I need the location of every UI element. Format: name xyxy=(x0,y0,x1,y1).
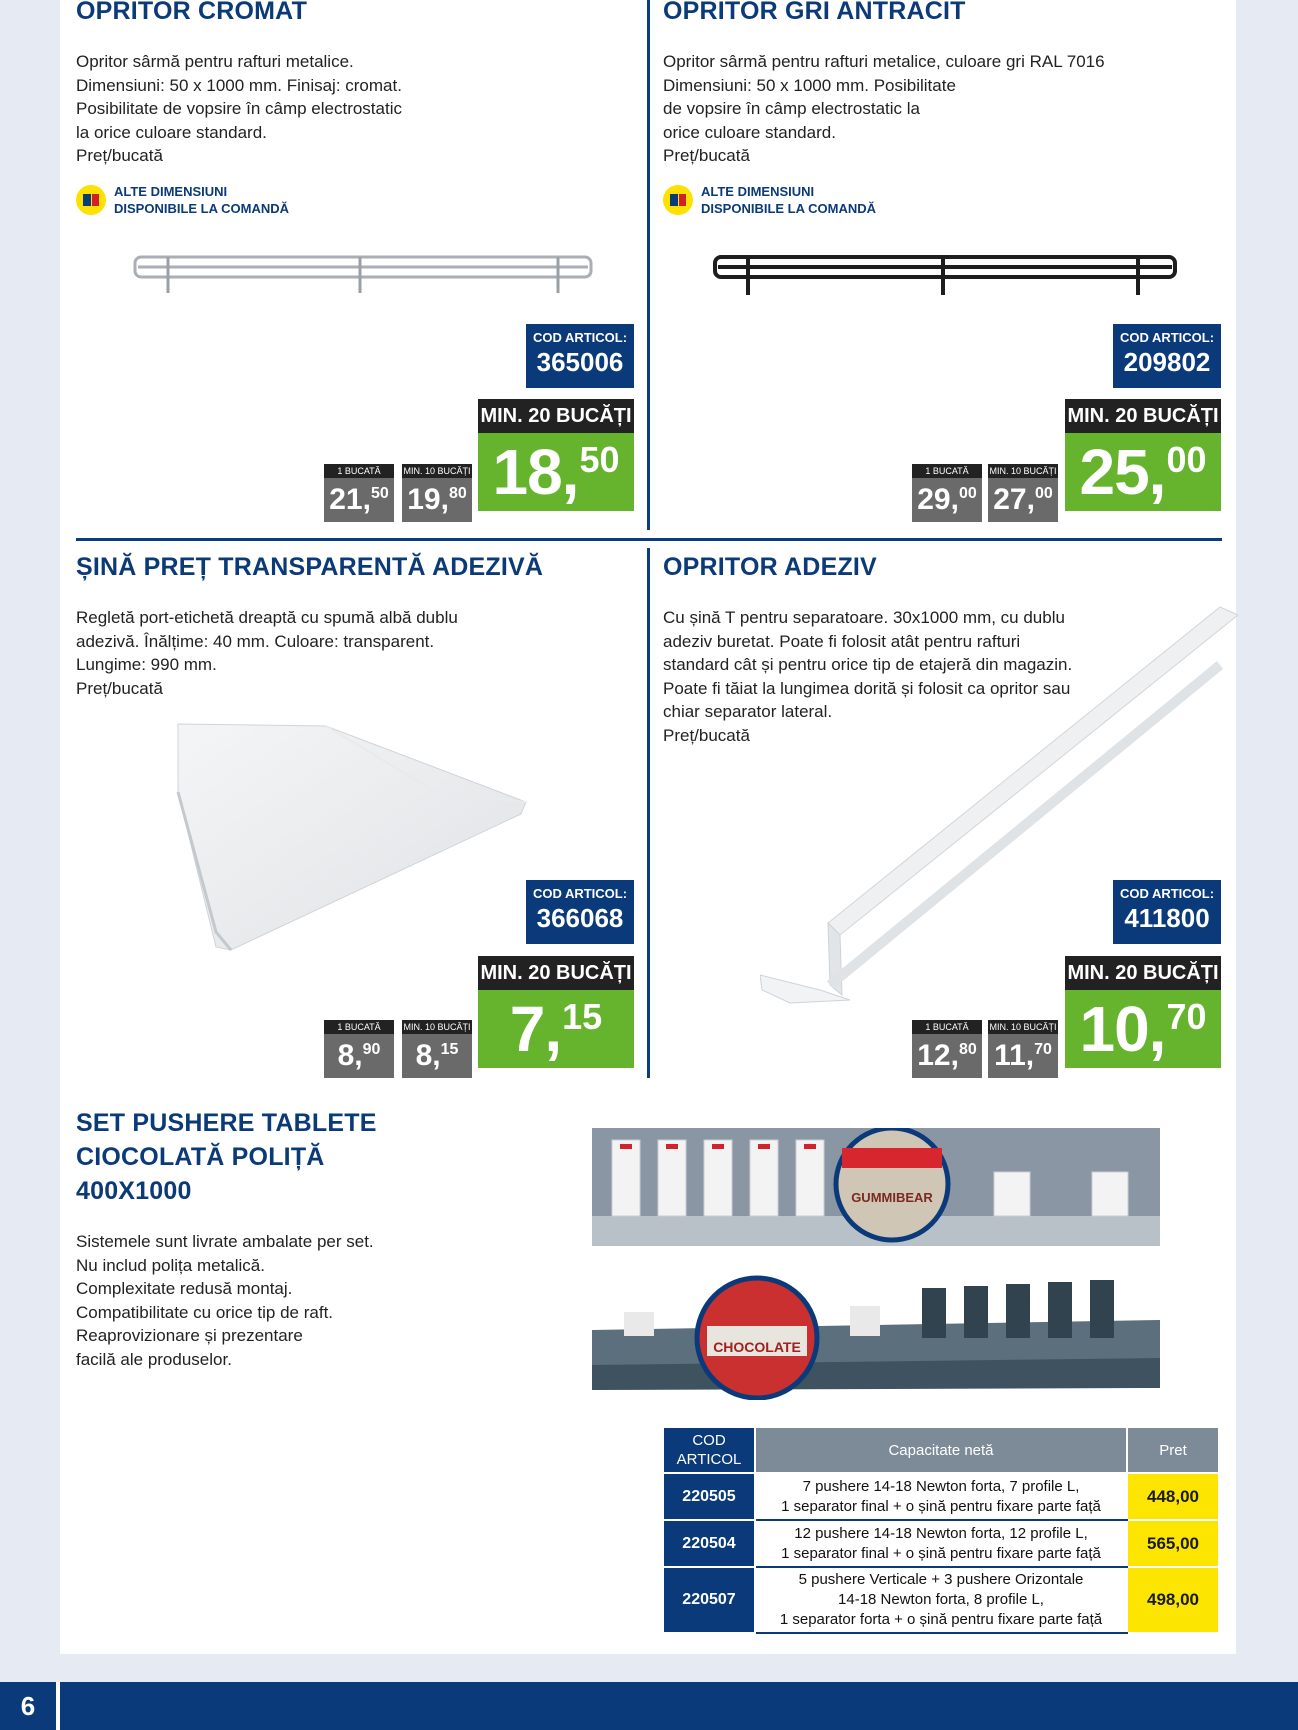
product-description: Regletă port-etichetă dreaptă cu spumă albă dublu adezivă. Înălțime: 40 mm. Culoare: transparent. Lungime: 990 mm. Preț/bucată xyxy=(76,608,458,698)
price-10-pieces: MIN. 10 BUCĂȚI 19 , 80 xyxy=(402,464,472,522)
chrome-wire-stopper-image xyxy=(128,245,598,305)
price-10-decimals: 15 xyxy=(440,1041,459,1058)
article-code: 366068 xyxy=(536,903,624,933)
adhesive-stopper-image xyxy=(760,605,1240,1005)
price-integer: 10 xyxy=(1079,993,1149,1065)
price-1-decimals: 80 xyxy=(958,1041,977,1058)
min-quantity-label: MIN. 20 BUCĂȚI xyxy=(478,956,634,990)
row-price: 448,00 xyxy=(1127,1473,1219,1520)
article-code-box xyxy=(1113,880,1221,944)
price-1-piece: 1 BUCATĂ 12 , 80 xyxy=(912,1020,982,1078)
article-code-label: COD ARTICOL: xyxy=(1119,330,1215,345)
price-10-label: MIN. 10 BUCĂȚI xyxy=(989,466,1057,476)
row-description: 7 pushere 14-18 Newton forta, 7 profile L, 1 separator final + o șină pentru fixare parte față xyxy=(755,1473,1127,1520)
price-1-decimals: 00 xyxy=(958,485,977,502)
price-10-label: MIN. 10 BUCĂȚI xyxy=(403,466,471,476)
vertical-divider-middle xyxy=(647,548,650,1078)
price-10-integer: 27 xyxy=(993,483,1027,516)
row-code: 220505 xyxy=(663,1473,755,1520)
row-description: 5 pushere Verticale + 3 pushere Orizontale 14-18 Newton forta, 8 profile L, 1 separator forta + o șină pentru fixare parte față xyxy=(755,1567,1127,1633)
set-title-line-1: SET PUSHERE TABLETE xyxy=(76,1109,377,1137)
product-description: Cu șină T pentru separatoare. 30x1000 mm, cu dublu adeziv buretat. Poate fi folosit atât pentru rafturi standard cât și pentru orice tip de etajeră din magazin. Poate fi tăiat la lungimea dorită și folosit ca opritor sau chiar separator lateral. Preț/bucată xyxy=(663,608,1073,745)
page-number: 6 xyxy=(0,1682,60,1730)
price-10-pieces: MIN. 10 BUCĂȚI 11 , 70 xyxy=(988,1020,1058,1078)
price-integer: 7 xyxy=(509,993,545,1065)
article-code: 209802 xyxy=(1123,347,1211,377)
article-code-label: COD ARTICOL: xyxy=(532,886,628,901)
price-min-20: 10 , 70 xyxy=(1065,990,1221,1068)
article-code: 365006 xyxy=(536,347,624,377)
min-quantity-label: MIN. 20 BUCĂȚI xyxy=(478,399,634,433)
price-10-pieces: MIN. 10 BUCĂȚI 27 , 00 xyxy=(988,464,1058,522)
row-code: 220504 xyxy=(663,1520,755,1567)
price-1-integer: 21 xyxy=(329,483,363,516)
price-1-integer: 12 xyxy=(917,1039,951,1072)
article-code-label: COD ARTICOL: xyxy=(1119,886,1215,901)
product-title: OPRITOR ADEZIV xyxy=(663,553,877,581)
horizontal-divider xyxy=(76,538,1222,541)
price-decimals: 50 xyxy=(579,439,620,480)
price-10-integer: 19 xyxy=(407,483,441,516)
price-10-pieces: MIN. 10 BUCĂȚI 8 , 15 xyxy=(402,1020,472,1078)
table-row xyxy=(663,1567,1219,1633)
product-title: ȘINĂ PREȚ TRANSPARENTĂ ADEZIVĂ xyxy=(76,553,544,581)
header-cod-articol: COD ARTICOL xyxy=(663,1427,755,1473)
price-integer: 25 xyxy=(1079,436,1149,508)
price-10-decimals: 80 xyxy=(448,485,467,502)
brand-logo-icon xyxy=(76,185,106,215)
product-title: OPRITOR CROMAT xyxy=(76,0,308,25)
chocolate-label: CHOCOLATE xyxy=(713,1339,801,1355)
article-code-label: COD ARTICOL: xyxy=(532,330,628,345)
product-description: Opritor sârmă pentru rafturi metalice, culoare gri RAL 7016 Dimensiuni: 50 x 1000 mm. Posibilitate de vopsire în câmp electrostatic la orice culoare standard. Preț/bucată xyxy=(663,52,1105,165)
price-1-piece: 1 BUCATĂ 29 , 00 xyxy=(912,464,982,522)
price-10-integer: 11 xyxy=(994,1039,1026,1072)
set-title-line-3: 400X1000 xyxy=(76,1177,192,1205)
price-decimals: 15 xyxy=(562,996,603,1037)
price-min-20: 25 , 00 xyxy=(1065,433,1221,511)
price-1-piece: 1 BUCATĂ 8 , 90 xyxy=(324,1020,394,1078)
article-code-box xyxy=(1113,324,1221,388)
min-quantity-label: MIN. 20 BUCĂȚI xyxy=(1065,399,1221,433)
article-code-box xyxy=(526,880,634,944)
price-1-integer: 8 xyxy=(337,1039,355,1072)
brand-logo-icon xyxy=(663,185,693,215)
price-1-label: 1 BUCATĂ xyxy=(324,464,394,478)
alt-dimensions-text: ALTE DIMENSIUNI DISPONIBILE LA COMANDĂ xyxy=(701,184,877,216)
footer-bar xyxy=(0,1682,1298,1730)
alt-dimensions-note xyxy=(663,183,876,217)
row-code: 220507 xyxy=(663,1567,755,1633)
set-description: Sistemele sunt livrate ambalate per set. Nu includ polița metalică. Complexitate redusă montaj. Compatibilitate cu orice tip de raft. Reaprovizionare și prezentare facilă ale produselor. xyxy=(76,1232,374,1369)
price-1-label: 1 BUCATĂ xyxy=(912,1020,982,1034)
price-10-label: MIN. 10 BUCĂȚI xyxy=(989,1022,1057,1032)
price-decimals: 00 xyxy=(1166,439,1207,480)
gummibear-label: GUMMIBEAR xyxy=(851,1190,933,1205)
article-code-box xyxy=(526,324,634,388)
set-price-table xyxy=(662,1426,1220,1634)
table-row xyxy=(663,1520,1219,1567)
price-1-integer: 29 xyxy=(917,483,951,516)
product-description: Opritor sârmă pentru rafturi metalice. Dimensiuni: 50 x 1000 mm. Finisaj: cromat. Posibilitate de vopsire în câmp electrostatic la orice culoare standard. Preț/bucată xyxy=(76,52,402,165)
price-10-label: MIN. 10 BUCĂȚI xyxy=(403,1022,471,1032)
product-title: OPRITOR GRI ANTRACIT xyxy=(663,0,966,25)
price-min-20: 18 , 50 xyxy=(478,433,634,511)
pusher-shelf-photo-1 xyxy=(592,1128,1160,1246)
row-price: 565,00 xyxy=(1127,1520,1219,1567)
price-10-integer: 8 xyxy=(415,1039,433,1072)
header-capacitate: Capacitate netă xyxy=(755,1427,1127,1473)
price-min-20: 7 , 15 xyxy=(478,990,634,1068)
set-title-line-2: CIOCOLATĂ POLIȚĂ xyxy=(76,1143,325,1171)
table-row xyxy=(663,1473,1219,1520)
price-1-label: 1 BUCATĂ xyxy=(324,1020,394,1034)
row-price: 498,00 xyxy=(1127,1567,1219,1633)
header-pret: Pret xyxy=(1127,1427,1219,1473)
anthracite-wire-stopper-image xyxy=(710,245,1180,305)
price-1-decimals: 90 xyxy=(362,1041,381,1058)
price-decimals: 70 xyxy=(1166,996,1207,1037)
price-10-decimals: 70 xyxy=(1034,1041,1052,1058)
price-1-label: 1 BUCATĂ xyxy=(912,464,982,478)
transparent-price-rail-image xyxy=(176,722,536,952)
row-description: 12 pushere 14-18 Newton forta, 12 profile L, 1 separator final + o șină pentru fixare parte față xyxy=(755,1520,1127,1567)
min-quantity-label: MIN. 20 BUCĂȚI xyxy=(1065,956,1221,990)
alt-dimensions-text: ALTE DIMENSIUNI DISPONIBILE LA COMANDĂ xyxy=(114,184,290,216)
price-integer: 18 xyxy=(492,436,562,508)
alt-dimensions-note xyxy=(76,183,289,217)
vertical-divider-top xyxy=(647,0,650,530)
price-10-decimals: 00 xyxy=(1034,485,1053,502)
article-code: 411800 xyxy=(1124,903,1210,933)
pusher-shelf-photo-2 xyxy=(592,1270,1160,1400)
price-1-piece: 1 BUCATĂ 21 , 50 xyxy=(324,464,394,522)
price-1-decimals: 50 xyxy=(370,485,389,502)
